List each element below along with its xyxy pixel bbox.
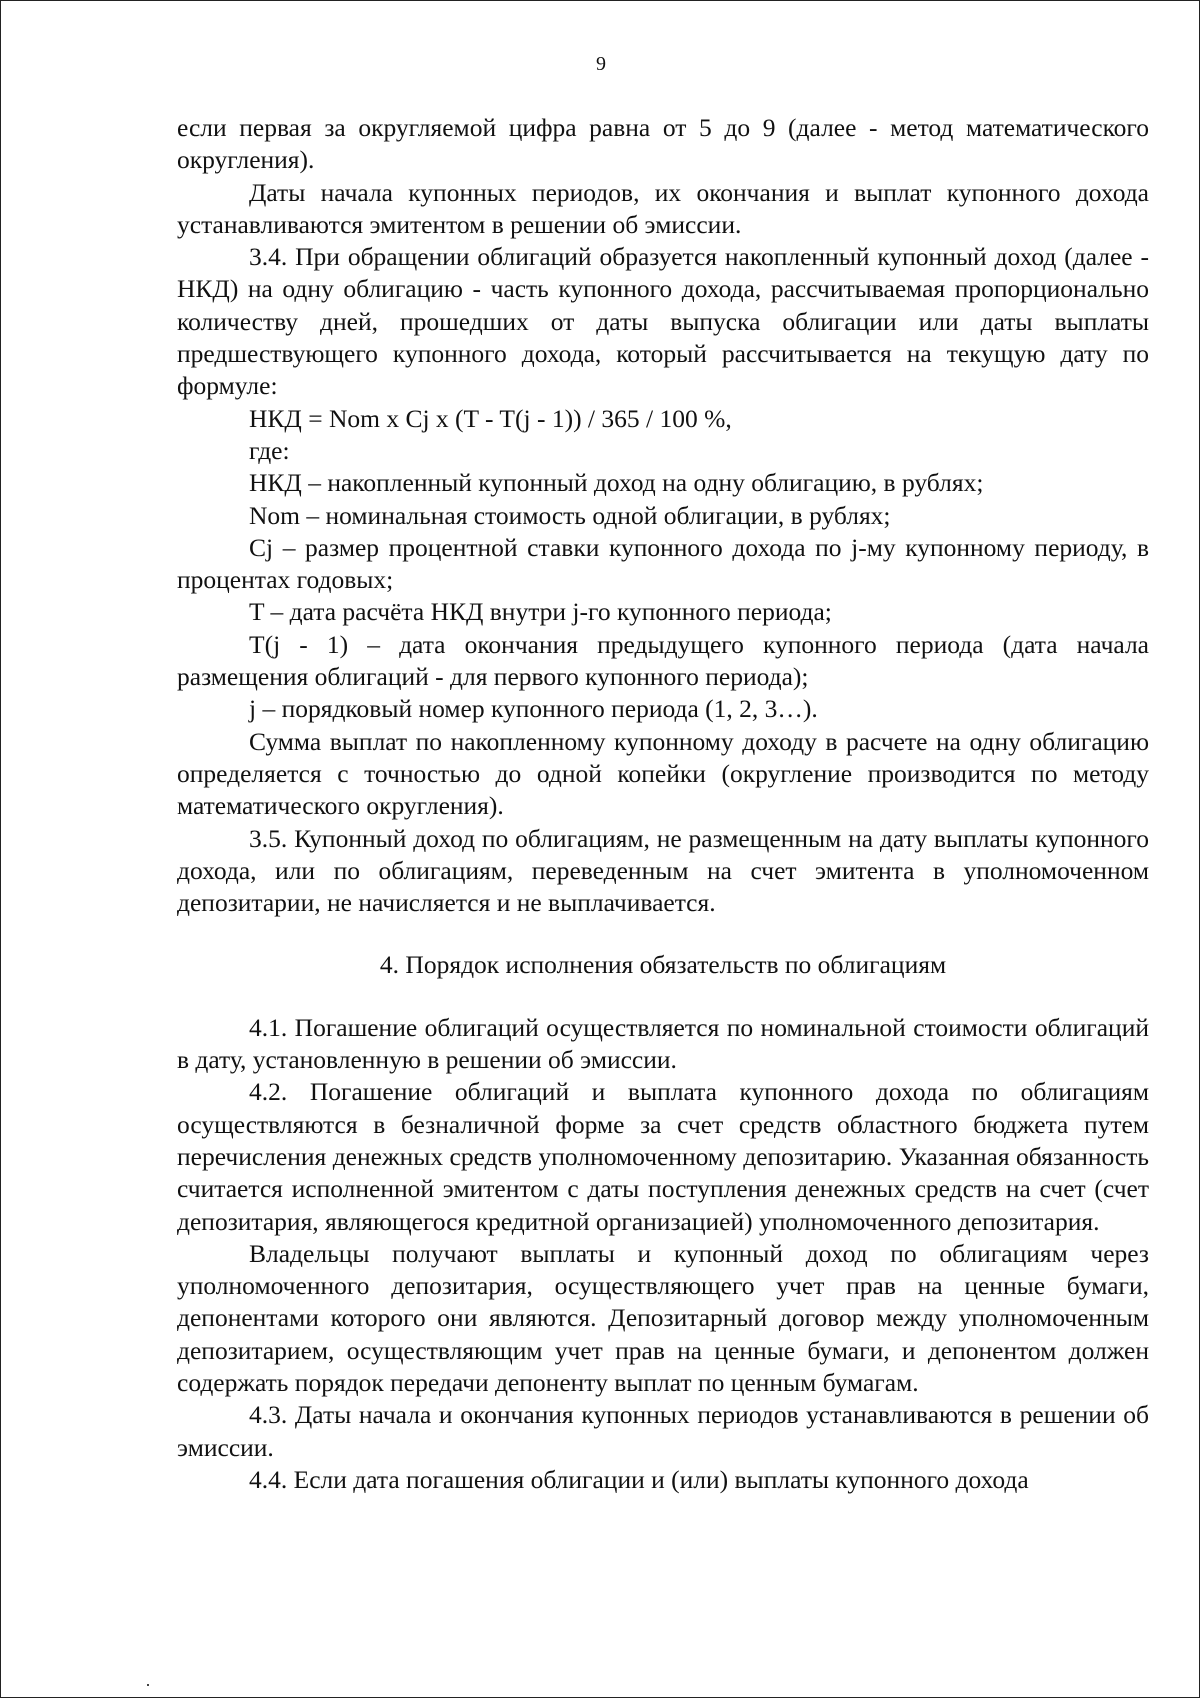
paragraph-4-3: 4.3. Даты начала и окончания купонных периодов устанавливаются в решении об эмиссии. bbox=[177, 1400, 1149, 1462]
formula-nkd: НКД = Nom x Cj x (T - T(j - 1)) / 365 / 100 %, bbox=[249, 403, 732, 433]
paragraph-4-2: 4.2. Погашение облигаций и выплата купонного дохода по облигациям осуществляются в безналичной форме за счет средств областного бюджета путем перечисления денежных средств уполномоченному депозитарию. Указанная обязанность считается исполненной эмитентом с даты поступления денежных средств на счет (счет депозитария, являющегося кредитной организацией) уполномоченного депозитария. bbox=[177, 1077, 1149, 1236]
definition-nom: Nom – номинальная стоимость одной облигации, в рублях; bbox=[249, 500, 891, 530]
section-heading-4: 4. Порядок исполнения обязательств по облигациям bbox=[379, 950, 947, 980]
paragraph-3-5: 3.5. Купонный доход по облигациям, не размещенным на дату выплаты купонного дохода, или по облигациям, переведенным на счет эмитента в уполномоченном депозитарии, не начисляется и не выплачивается. bbox=[177, 823, 1149, 918]
definition-nkd: НКД – накопленный купонный доход на одну облигацию, в рублях; bbox=[249, 468, 984, 498]
definition-cj: Cj – размер процентной ставки купонного дохода по j-му купонному периоду, в процентах годовых; bbox=[177, 532, 1149, 595]
definition-j: j – порядковый номер купонного периода (1, 2, 3…). bbox=[249, 694, 818, 724]
paragraph-4-1: 4.1. Погашение облигаций осуществляется по номинальной стоимости облигаций в дату, установленную в решении об эмиссии. bbox=[177, 1012, 1149, 1075]
formula-where: где: bbox=[249, 435, 290, 465]
definition-t: T – дата расчёта НКД внутри j-го купонного периода; bbox=[249, 597, 832, 627]
paragraph-4-4: 4.4. Если дата погашения облигации и (или) выплаты купонного дохода bbox=[249, 1464, 1029, 1494]
scan-speck bbox=[147, 1684, 149, 1686]
document-body bbox=[177, 112, 1149, 1496]
definition-tj-1: T(j - 1) – дата окончания предыдущего купонного периода (дата начала размещения облигаций - для первого купонного периода); bbox=[177, 629, 1149, 692]
paragraph-rounding-continuation: если первая за округляемой цифра равна от 5 до 9 (далее - метод математического округления). bbox=[177, 113, 1149, 175]
paragraph-coupon-dates: Даты начала купонных периодов, их окончания и выплат купонного дохода устанавливаются эмитентом в решении об эмиссии. bbox=[177, 177, 1149, 239]
paragraph-3-4: 3.4. При обращении облигаций образуется накопленный купонный доход (далее - НКД) на одну облигацию - часть купонного дохода, рассчитываемая пропорционально количеству дней, прошедших от даты выпуска облигации или даты выплаты предшествующего купонного дохода, который рассчитывается на текущую дату по формуле: bbox=[177, 242, 1149, 401]
paragraph-owners-payments: Владельцы получают выплаты и купонный доход по облигациям через уполномоченного депозитария, осуществляющего учет прав на ценные бумаги, депонентами которого они являются. Депозитарный договор между уполномоченным депозитарием, осуществляющим учет прав на ценные бумаги, и депонентом должен содержать порядок передачи депоненту выплат по ценным бумагам. bbox=[177, 1238, 1149, 1397]
paragraph-nkd-precision: Сумма выплат по накопленному купонному доходу в расчете на одну облигацию определяется с точностью до одной копейки (округление производится по методу математического округления). bbox=[177, 726, 1149, 821]
page-number: 9 bbox=[596, 53, 606, 75]
